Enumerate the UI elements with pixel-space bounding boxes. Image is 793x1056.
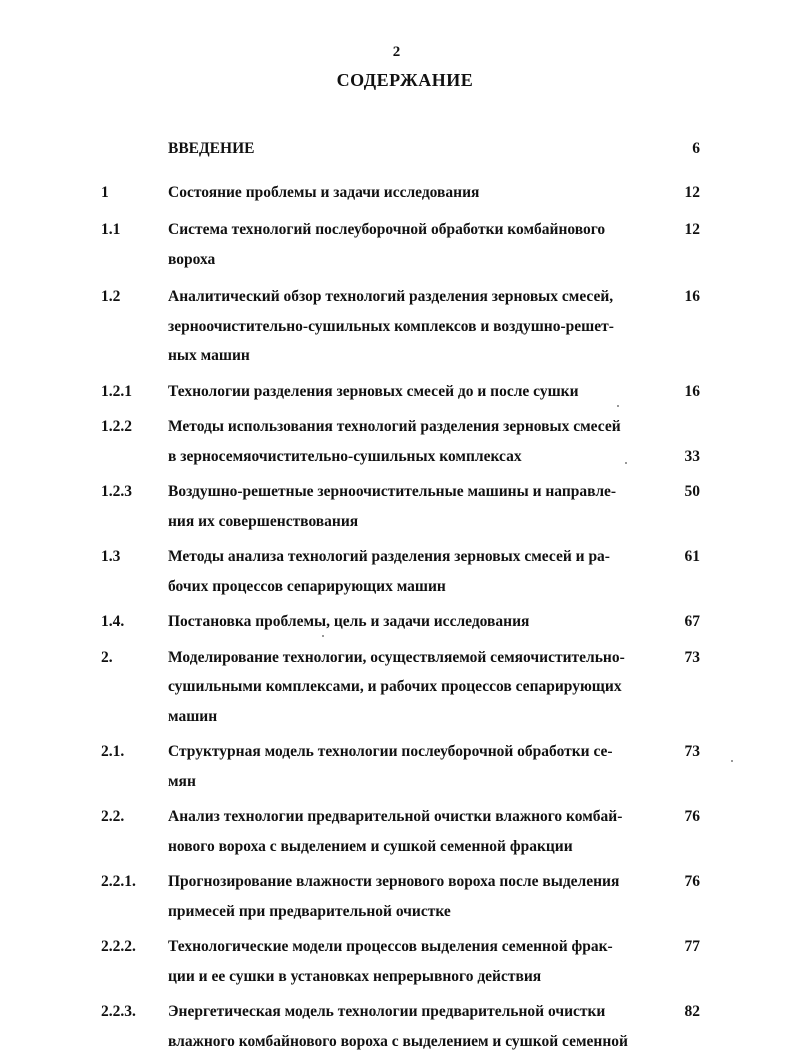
toc-entry-title	[168, 215, 646, 274]
toc-entry-title-line: Энергетическая модель технологии предварительной очистки	[168, 997, 646, 1027]
toc-entry-title-line: Методы анализа технологий разделения зерновых смесей и ра-	[168, 542, 646, 572]
toc-entry-number: 2.2.1.	[101, 867, 136, 897]
toc-entry-title	[168, 134, 646, 164]
toc-entry-number: 1.3	[101, 542, 120, 572]
toc-entry-number: 1.2.1	[101, 377, 132, 407]
page-title: СОДЕРЖАНИЕ	[0, 70, 793, 91]
toc-entry-title-line: Система технологий послеуборочной обработки комбайнового	[168, 215, 646, 245]
toc-entry	[0, 412, 793, 471]
toc-entry-title-line: Состояние проблемы и задачи исследования	[168, 178, 646, 208]
toc-entry-title	[168, 178, 646, 208]
toc-entry	[0, 607, 793, 637]
scan-speck	[322, 635, 324, 637]
toc-entry-page: 6	[670, 134, 700, 164]
toc-entry-page: 76	[670, 802, 700, 832]
toc-entry-title-line: ния их совершенствования	[168, 507, 646, 537]
toc-entry-page: 73	[670, 737, 700, 767]
toc-entry	[0, 477, 793, 536]
toc-entry-title-line: ции и ее сушки в установках непрерывного действия	[168, 962, 646, 992]
toc-entry-title	[168, 282, 646, 371]
toc-entry-title-line: Прогнозирование влажности зернового вороха после выделения	[168, 867, 646, 897]
toc-entry-title-line: мян	[168, 767, 646, 797]
toc-entry	[0, 377, 793, 407]
toc-entry-title-line: в зерносемяочистительно-сушильных комплексах	[168, 442, 646, 472]
toc-entry-number: 1.1	[101, 215, 120, 245]
toc-entry-page: 12	[670, 215, 700, 245]
toc-entry	[0, 997, 793, 1056]
toc-entry-title-line: Технологии разделения зерновых смесей до и после сушки	[168, 377, 646, 407]
toc-entry-title-line: Постановка проблемы, цель и задачи исследования	[168, 607, 646, 637]
toc-entry	[0, 802, 793, 861]
toc-entry-title-line: машин	[168, 702, 646, 732]
toc-entry-number: 1.4.	[101, 607, 124, 637]
toc-entry-title-line: нового вороха с выделением и сушкой семенной фракции	[168, 832, 646, 862]
toc-entry-page: 73	[670, 643, 700, 673]
toc-entry-title-line: Воздушно-решетные зерноочистительные машины и направле-	[168, 477, 646, 507]
toc-entry-number: 1	[101, 178, 109, 208]
toc-entry-page: 50	[670, 477, 700, 507]
scan-speck	[625, 462, 627, 464]
table-of-contents	[0, 128, 793, 1056]
toc-entry-title	[168, 737, 646, 796]
toc-entry	[0, 737, 793, 796]
toc-entry-page: 77	[670, 932, 700, 962]
toc-entry-page: 16	[670, 377, 700, 407]
toc-entry-title-line: Моделирование технологии, осуществляемой семяочистительно-	[168, 643, 646, 673]
toc-entry-title	[168, 802, 646, 861]
toc-entry-number: 2.2.2.	[101, 932, 136, 962]
toc-entry-number: 1.2	[101, 282, 120, 312]
toc-entry-title	[168, 607, 646, 637]
toc-entry-title	[168, 377, 646, 407]
toc-entry-title-line: вороха	[168, 245, 646, 275]
toc-entry-page: 67	[670, 607, 700, 637]
toc-entry-title-line: сушильными комплексами, и рабочих процессов сепарирующих	[168, 672, 646, 702]
toc-entry	[0, 932, 793, 991]
toc-entry-page: 82	[670, 997, 700, 1027]
toc-entry-title	[168, 997, 646, 1056]
toc-entry-title	[168, 477, 646, 536]
toc-entry-title-line: Аналитический обзор технологий разделения зерновых смесей,	[168, 282, 646, 312]
page-number: 2	[0, 44, 793, 61]
toc-entry-title	[168, 542, 646, 601]
toc-entry	[0, 215, 793, 274]
toc-entry-page: 12	[670, 178, 700, 208]
toc-entry-page: 76	[670, 867, 700, 897]
toc-entry-title	[168, 412, 646, 471]
toc-entry-page: 16	[670, 282, 700, 312]
toc-entry-title-line: ВВЕДЕНИЕ	[168, 134, 646, 164]
toc-entry	[0, 282, 793, 371]
toc-entry-number: 1.2.2	[101, 412, 132, 442]
toc-entry-title-line: примесей при предварительной очистке	[168, 897, 646, 927]
toc-entry	[0, 867, 793, 926]
toc-entry-number: 2.1.	[101, 737, 124, 767]
toc-entry-number: 2.2.3.	[101, 997, 136, 1027]
toc-entry-title-line: зерноочистительно-сушильных комплексов и воздушно-решет-	[168, 312, 646, 342]
scan-speck	[731, 760, 733, 762]
toc-entry-title	[168, 643, 646, 732]
toc-entry-number: 1.2.3	[101, 477, 132, 507]
toc-entry-title-line: Анализ технологии предварительной очистки влажного комбай-	[168, 802, 646, 832]
toc-entry-title-line: Методы использования технологий разделения зерновых смесей	[168, 412, 646, 442]
toc-entry	[0, 178, 793, 208]
toc-entry	[0, 134, 793, 164]
toc-entry	[0, 542, 793, 601]
toc-entry-title-line: бочих процессов сепарирующих машин	[168, 572, 646, 602]
toc-entry-number: 2.2.	[101, 802, 124, 832]
toc-entry-title	[168, 932, 646, 991]
toc-entry-page: 61	[670, 542, 700, 572]
toc-entry-title-line: Структурная модель технологии послеуборочной обработки се-	[168, 737, 646, 767]
toc-entry-title-line: влажного комбайнового вороха с выделением и сушкой семенной	[168, 1027, 646, 1056]
scan-speck	[617, 405, 619, 407]
toc-entry	[0, 643, 793, 732]
toc-entry-title-line: Технологические модели процессов выделения семенной фрак-	[168, 932, 646, 962]
toc-entry-number: 2.	[101, 643, 113, 673]
toc-entry-title	[168, 867, 646, 926]
toc-entry-page: 33	[670, 442, 700, 472]
toc-entry-title-line: ных машин	[168, 341, 646, 371]
